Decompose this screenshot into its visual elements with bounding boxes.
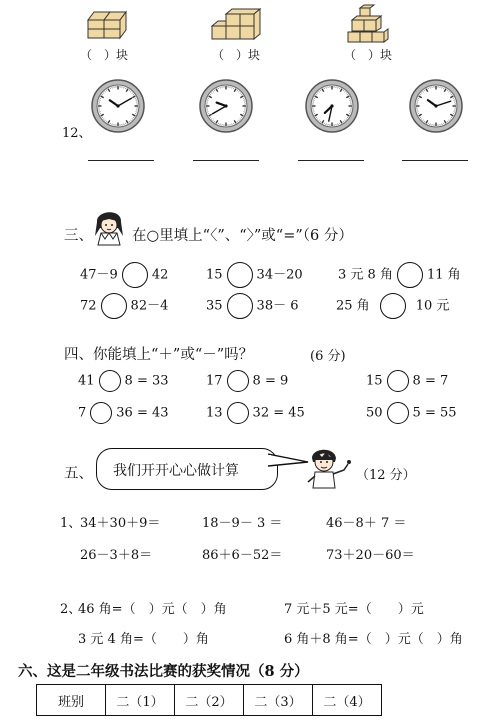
section5-score: （12 分） — [356, 468, 416, 483]
clock-center — [116, 104, 119, 107]
compare-item: 25 角 10 元 — [336, 293, 449, 319]
table-header-cell: 二（2） — [175, 685, 244, 716]
money-item[interactable]: 3 元 4 角=（ ）角 — [78, 632, 209, 647]
section5-number: 五、 — [64, 466, 93, 482]
calc-item[interactable]: 73＋20－60＝ — [326, 548, 415, 563]
table-header-cell: 二（4） — [313, 685, 382, 716]
section3-instruction: 在○里填上“〈”、“〉”或“=”（6 分） — [132, 228, 353, 244]
calc-item[interactable]: 46－8＋ 7 ＝ — [326, 516, 407, 531]
cube-stack-1 — [84, 8, 128, 42]
compare-item: 47－9 42 — [80, 262, 168, 288]
girl-icon — [92, 206, 126, 246]
cube-stack-2 — [208, 8, 268, 42]
compare-item: 15 34－20 — [206, 262, 303, 288]
part2-label: 2、 — [60, 602, 82, 617]
operator-item: 13 32 = 45 — [206, 402, 305, 424]
table-row — [37, 685, 382, 716]
clock-answer-line-4[interactable] — [402, 160, 468, 161]
section3-number: 三、 — [64, 228, 93, 244]
clock-center — [224, 104, 227, 107]
compare-item: 35 38－ 6 — [206, 293, 299, 319]
speech-bubble — [96, 448, 278, 490]
answer-circle[interactable] — [227, 262, 253, 288]
clock-4 — [408, 78, 464, 134]
answer-circle[interactable] — [387, 402, 409, 424]
clock-3 — [304, 78, 360, 134]
answer-circle[interactable] — [101, 293, 127, 319]
answer-circle[interactable] — [227, 293, 253, 319]
operator-item: 50 5 = 55 — [366, 402, 457, 424]
cube-answer-3[interactable]: （ ）块 — [344, 48, 393, 62]
answer-circle[interactable] — [227, 370, 249, 392]
answer-circle[interactable] — [122, 262, 148, 288]
speech-bubble-text: 我们开开心心做计算 — [113, 463, 239, 479]
answer-circle[interactable] — [90, 402, 112, 424]
table-header-cell: 二（3） — [244, 685, 313, 716]
award-table — [36, 684, 382, 716]
money-item[interactable]: 46 角=（ ）元（ ）角 — [78, 602, 227, 617]
answer-circle[interactable] — [387, 370, 409, 392]
clock-center — [434, 104, 437, 107]
clock-answer-line-1[interactable] — [88, 160, 154, 161]
calc-item[interactable]: 18－9－ 3 ＝ — [202, 516, 283, 531]
clock-answer-line-3[interactable] — [298, 160, 364, 161]
section6-title: 六、这是二年级书法比赛的获奖情况（8 分） — [18, 663, 309, 680]
operator-item: 7 36 = 43 — [78, 402, 169, 424]
section4-score: (6 分) — [310, 349, 346, 364]
operator-item: 41 8 = 33 — [78, 370, 169, 392]
operator-item: 17 8 = 9 — [206, 370, 288, 392]
table-header-cell: 班别 — [37, 685, 106, 716]
calc-item[interactable]: 86＋6－52＝ — [202, 548, 283, 563]
money-item[interactable]: 7 元＋5 元=（ ）元 — [284, 602, 424, 617]
answer-circle[interactable] — [380, 293, 406, 319]
cube-stack-3 — [346, 4, 390, 44]
cube-answer-1[interactable]: （ ）块 — [80, 48, 129, 62]
calc-item[interactable]: 26－3＋8＝ — [80, 548, 153, 563]
money-item[interactable]: 6 角＋8 角=（ ）元（ ）角 — [284, 632, 463, 647]
answer-circle[interactable] — [99, 370, 121, 392]
clock-answer-line-2[interactable] — [193, 160, 259, 161]
clock-1 — [90, 78, 146, 134]
question-number-12: 12、 — [62, 126, 92, 141]
table-header-cell: 二（1） — [106, 685, 175, 716]
calc-item[interactable]: 34＋30＋9＝ — [80, 516, 161, 531]
clock-center — [330, 104, 333, 107]
cube-answer-2[interactable]: （ ）块 — [212, 48, 261, 62]
answer-circle[interactable] — [397, 262, 423, 288]
operator-item: 15 8 = 7 — [366, 370, 448, 392]
clock-2 — [198, 78, 254, 134]
answer-circle[interactable] — [227, 402, 249, 424]
compare-item: 3 元 8 角 11 角 — [338, 262, 461, 288]
section4-title: 四、你能填上“＋”或“－”吗？ — [64, 347, 254, 363]
boy-icon — [304, 446, 352, 492]
part1-label: 1、 — [60, 516, 82, 531]
compare-item: 72 82－4 — [80, 293, 168, 319]
